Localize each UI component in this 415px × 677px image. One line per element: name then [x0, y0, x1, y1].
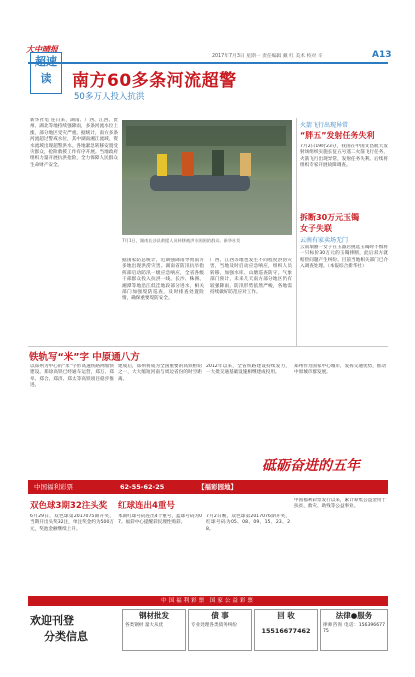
classified-banner [30, 612, 116, 644]
ad-recycle [254, 609, 318, 651]
lottery-strip: 中国福利彩票 国家公益彩票 [28, 596, 388, 606]
promo-slogan: 砥砺奋进的五年 [262, 458, 360, 474]
lead-col-3: 广西、江西等地也发生不同程度洪涝灾害，当地及时启动应急响应，组织人员转移，加强水库、山塘巡查防守。气象部门预计，未来几天南方部分地区仍有较强降雨，防汛形势依然严峻，各地需持续做好防范应对工作。 [210, 258, 292, 296]
soldier-figure [212, 150, 224, 176]
rescuer-figure [157, 154, 167, 176]
lottery-bar [28, 480, 388, 494]
header-rule [28, 62, 388, 64]
main-subheadline: 50多万人投入抗洪 [74, 92, 145, 102]
ad-recycle-title: 回 收 [277, 611, 295, 620]
lottery-col-3: 7月2日晚，双色球第2017076期开奖，红球号码为05、08、09、15、23、28。 [206, 514, 290, 532]
column-divider [296, 118, 297, 346]
side2-subhead: 云南有家卖场无门 [300, 237, 349, 244]
banner-line-1: 欢迎刊登 [30, 614, 74, 627]
section2-col-3: 2012年以来，全省铁路建设持续发力，一大批交通基础设施相继建成投用。 [206, 364, 290, 376]
trees-background [126, 126, 286, 146]
newspaper-logo: 大中晴报 [26, 44, 58, 54]
section2-headline: 铁轨写“米”字 中原通八方 [29, 352, 140, 363]
lottery-label: 【福彩园地】 [198, 483, 237, 491]
page-number: A13 [372, 50, 392, 60]
section2-col-4: 郑州作为国家中心城市，发挥交通优势，推动中原城市群发展。 [294, 364, 386, 376]
ad-legal [320, 609, 388, 651]
section2-col-2: 建成后，郑州将成为全国重要的高铁枢纽之一，大大缩短河南与周边省份的时空距离。 [118, 364, 202, 382]
lottery-headline-2: 红球连出4重号 [118, 501, 175, 511]
ad-steel [122, 609, 186, 651]
side2-headline-2: 女子失联 [300, 224, 332, 233]
side1-kicker: 火箭飞行出现异常 [300, 122, 349, 129]
main-headline: 南方60多条河流超警 [72, 71, 237, 91]
photo-caption: 7月1日，湖南长沙县救援人员转移被洪水围困的群众。新华社发 [122, 238, 241, 243]
side1-headline: “胖五”发射任务失利 [300, 131, 375, 140]
banner-line-2: 分类信息 [44, 630, 88, 643]
rescue-boat [150, 175, 250, 191]
section-divider [28, 346, 388, 347]
lead-col-1: 新华社电 连日来，湖南、广西、江西、贵州、湖北等地持续强降雨，多条河流水位上涨，部分地区受灾严重。据统计，南方多条河流超过警戒水位，其中湖南湘江流域、资水流域出现超警洪水。各地紧急转移安置受灾群众，抢险救援工作有序开展。当地政府组织力量开展抗洪抢险，全力保障人民群众生命财产安全。 [30, 118, 118, 168]
side1-body: 7月2日19时23分，我国在中国文昌航天发射场组织实施长征五号遥二火箭飞行任务，火箭飞行出现异常，发射任务失利。后续将组织专家开展故障调查。 [300, 144, 388, 169]
ad-recycle-phone: 15516677462 [261, 627, 311, 635]
ad-steel-body: 各类钢材 量大从优 [125, 623, 164, 628]
side2-headline: 拆断30万元玉镯 [300, 213, 360, 222]
resident-figure [182, 152, 194, 176]
ad-steel-title: 钢材批发 [139, 611, 169, 620]
lottery-brand: 中国福利彩票 [34, 483, 73, 491]
lottery-col-2: 本期红球号码连出4个重号，蓝球号码为07。福彩中心提醒彩民理性购彩。 [118, 514, 202, 526]
ad-debt [188, 609, 252, 651]
section2-col-1: 以郑州为中心的“米”字形高速铁路网加快建设。郑徐高铁已经通车运营，郑万、郑阜、郑合、郑济、郑太等高铁项目稳步推进。 [30, 364, 114, 389]
lottery-phone: 62-55-62-25 [120, 483, 165, 491]
lead-col-2: 据国家防总统计，近期强降雨导致南方多地出现洪涝灾害。湖南省防汛抗旱指挥部启动防汛一级应急响应，全省各级干部群众投入抗洪一线。长沙、株洲、湘潭等地沿江低洼地段部分进水，相关部门加强堤防巡查，及时排查处置险情，确保重要堤防安全。 [122, 258, 204, 302]
rescuer-figure-2 [240, 153, 251, 176]
ad-legal-body: 律师咨询 电话：15639667775 [323, 623, 385, 635]
lottery-headline-1: 双色球3期32注头奖 [30, 501, 108, 511]
flood-photo [122, 120, 292, 235]
lottery-col-1: 6月29日，双色球第2017075期开奖，当期开出头奖32注，单注奖金约为500万元，奖池金额继续上升。 [30, 514, 114, 532]
side2-body: 云南瑞丽一女子在玉器店挑选玉镯时不慎将一只标价30万元的玉镯摔断，此后双方就赔偿问题产生纠纷。目前当地相关部门已介入调查处理。（本报综合新华社） [300, 245, 388, 270]
section-tag: 读 [30, 52, 62, 94]
ad-legal-title: 法律●服务 [335, 611, 373, 620]
date-line: 2017年7月3日 星期一 责任编辑 戴 红 美术 校对 辛 [212, 54, 323, 59]
ad-debt-body: 专业处理各类债务纠纷 [191, 623, 237, 628]
ad-debt-title: 债 事 [211, 611, 229, 620]
lottery-col-4: 中国福利彩票发行以来，累计筹集公益金用于扶贫、救灾、助残等公益事业。 [294, 498, 386, 510]
